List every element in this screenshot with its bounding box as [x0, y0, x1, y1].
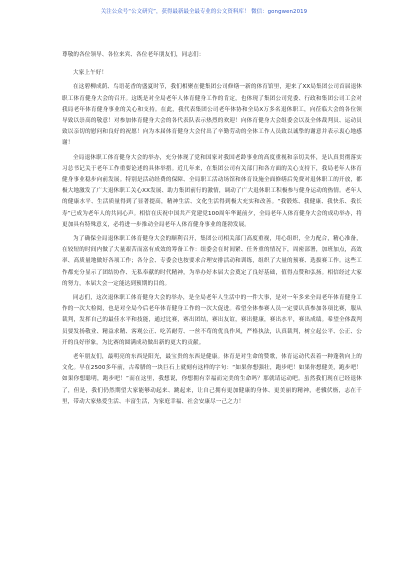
- paragraph-3: 为了确保全局退休职工体育健身大会的顺利召开，集团公司相关部门高度重视，用心组织，全力配合，精心准备，在较短的时间内做了大量艰苦而富有成效的筹备工作：组委会在时间紧、任务重的情况下，周密部署，加班加点，高效率、高质量地做好各项工作；各分会、专委会也按要求合理安排活动和训练，组织了大量的预赛、选拔赛工作。这些工作都充分显示了团结协作、无私奉献的时代精神，为举办好本届大会奠定了良好基础，值得点赞和弘扬。相信经过大家的努力，本届大会一定能达到预期的目的。: [62, 236, 362, 287]
- paragraph-2: 全局退休职工体育健身大会的举办，充分体现了党和国家对我国老龄事业的高度重视和亲切关怀，是认真贯彻落实习总书记关于老年工作重要论述的具体举措。近几年来，在集团公司有关部门和各方面的关心支持下，我局老年人体育健身事业稳步向前发展。特别是活动经费的保障、全局职工活动场馆和体育设施全面修缮后免费对退休职工的开放，都极大地激发了广大退休职工关心XX发展、助力集团前行的激情，调动了广大退休职工积极参与健身运动的热情。老年人的健康水平、生活质量得到了显著提高，精神生活、文化生活得到极大充实和改善。“我锻炼、我健康、我快乐、我长寿”已成为老年人的共同心声。相信在庆祝中国共产党建党100周年华诞前夕，全局老年人体育健身大会的成功举办，将更加具有特殊意义，必将进一步推动全局老年人体育健身事业的蓬勃发展。: [62, 154, 362, 228]
- salutation: 尊敬的各位领导、各位来宾、各位老年朋友们，同志们：: [62, 52, 205, 58]
- banner-line-1: 关注公众号“公文研究”，获得最新最全最专业的公文资料库！ 微信：gongwen2019: [100, 9, 308, 15]
- paragraph-5: 老年朋友们，最明亮的东西是阳光，最宝贵的东西是健康。体育是对生命的赞歌，体育运动代表着一种蓬勃向上的文化。早在2500多年前，古希腊的一块巨石上就刻有这样的字句：“如果你想强壮，跑步吧！如果你想健美，跑步吧！如果你想聪明，跑步吧！”而在这里，我想说，你想拥有幸福而完美的生命吗？那就请运动吧。虽然我们现在已经退休了，但是，我们仍然期望大家能够动起来、跳起来，让自己拥有更加健康的身体、更美丽的精神，老骥伏枥，志在千里，带动大家热爱生活、丰富生活，为家庭幸福、社会安康尽一己之力！: [62, 354, 362, 405]
- greeting: 大家上午好！: [73, 70, 108, 77]
- paragraph-4: 同志们，这次退休职工体育健身大会的举办，是全局老年人生活中的一件大事，是对一年多来全局老年体育健身工作的一次大检阅，也是对全局今后老年体育健身工作的一次大促进。希望全体参赛人员一定要认真参加各项比赛，服从裁判，发挥自己的最佳水平和技能，通过比赛，赛出团结，赛出友谊，赛出健康，赛出水平，赛出成绩。希望全体裁判员要发扬敬业、精益求精、客观公正、吃苦耐劳、一丝不苟的优良作风，严格执法，认真裁判，树立起公平、公正、公开的良好形象，为比赛的圆满成功做出新的更大的贡献。: [62, 295, 362, 346]
- document-body: [62, 50, 362, 408]
- paragraph-1: 在这碧柳成荫、鸟语花香的盛夏时节，我们相聚在健集团公司修缮一新的体育馆里，迎来了XX局集团公司首届退休职工体育健身大会的召开。这既是对全局老年人体育健身工作的肯定，也体现了集团公司党委、行政和集团公司工会对我局老年体育健身事业的关心和支持。在此，我代表集团公司老年体协和全局X万多名退休职工，向莅临大会的各位领导致以崇高的敬意！对参加体育健身大会的各代表队表示热烈的欢迎！向体育健身大会组委会以及全体裁判员、运动员致以亲切的慰问和良好的祝愿！向为本届体育健身大会付出了辛勤劳动的全体工作人员致以诚挚的谢意并表示衷心地感谢！: [62, 84, 362, 147]
- top-banner: [0, 0, 408, 44]
